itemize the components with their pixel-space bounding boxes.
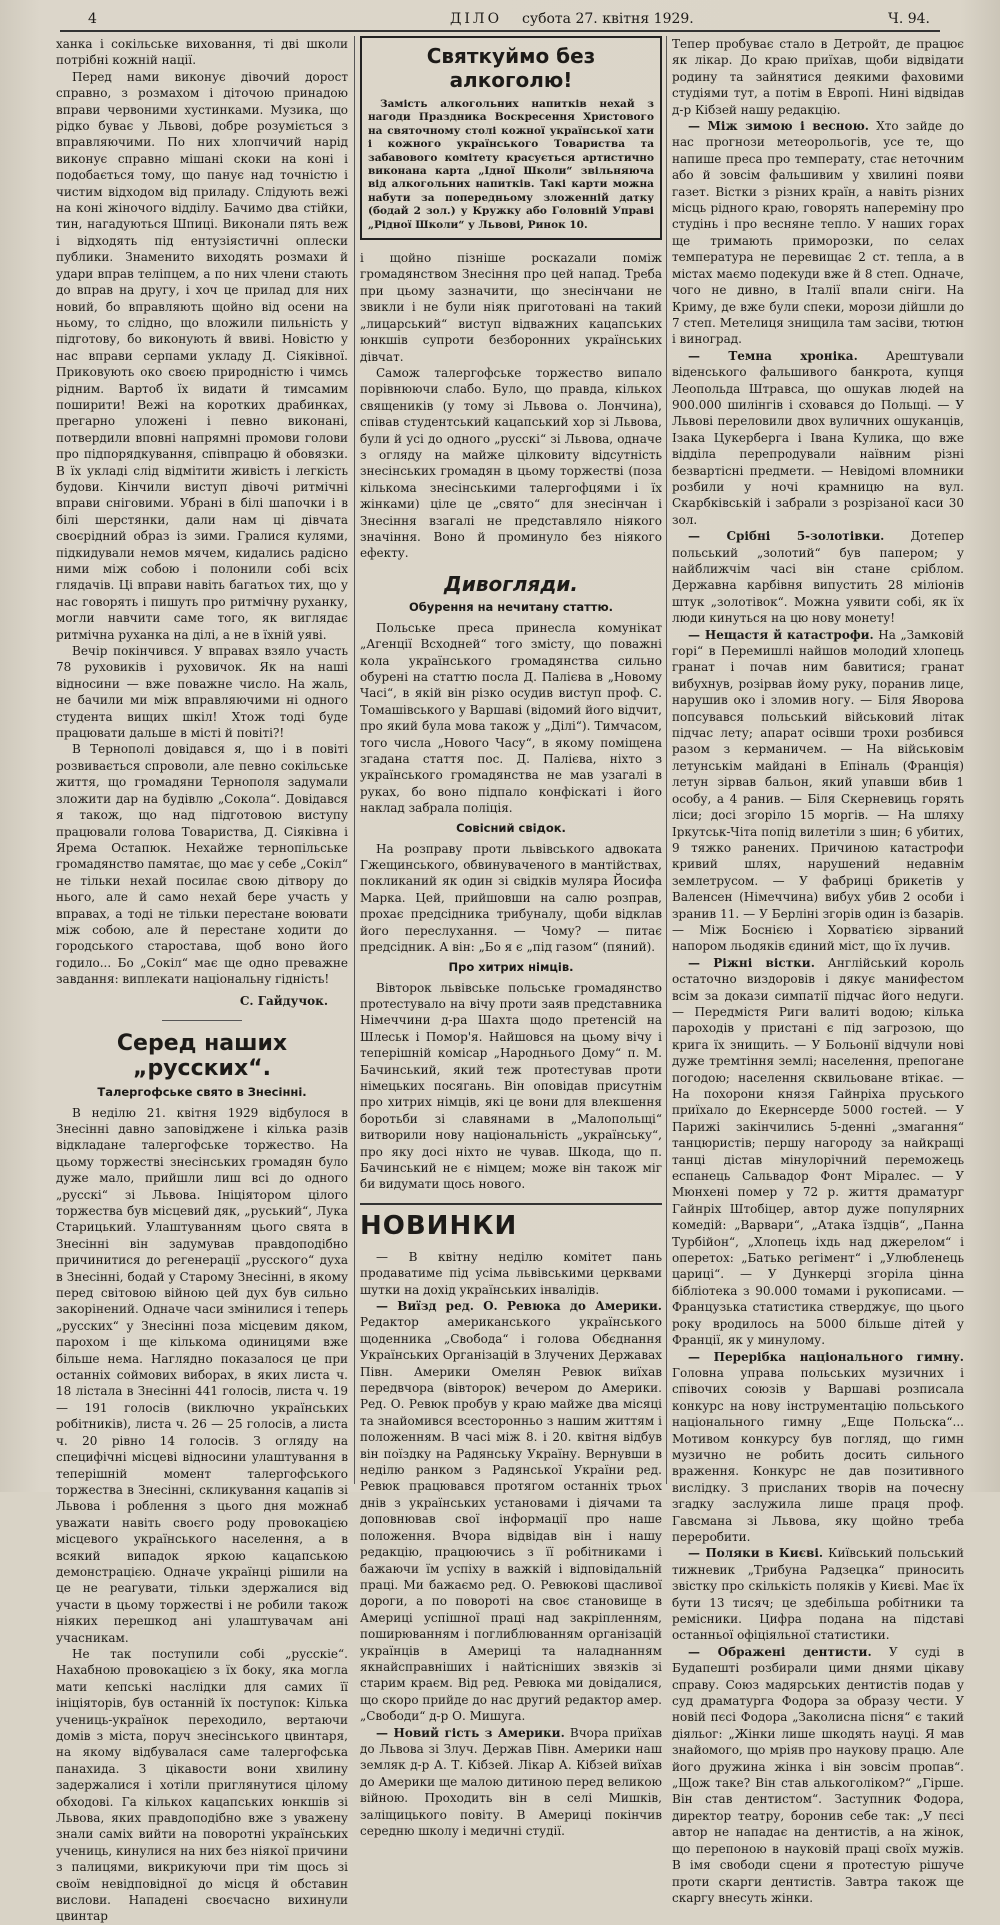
article-paragraph: На розправу проти львівського адвоката Гжещинського, обвинуваченого в мантійствах, покликаний як один зі свідків муляра Йосифа Марка. Цей, прийшовши на салю розправ, прохає предсідника трибуналу, щоби відклав його переслухання. — Чому? — питає предсідник. А він: „Бо я є „під газом“ (пяний). bbox=[360, 841, 662, 955]
subheadline-talerhof: Талергофське свято в Знесінні. bbox=[97, 1084, 307, 1099]
article-paragraph: Вівторок львівське польське громадянство протестувало на вічу проти заяв представника Німеччини д-ра Шахта щодо претенсій на Шлеськ і Помор'я. Найшовся на цьому вічу і теперішній комісар „Народнього Дому“ п. М. Бачинський, який теж протестував проти німецьких посягань. Він оповідав присутнім про хитрих німців, які це вони для влекшення боротьби зі славянами в „Малопольщі“ витворили нову національність „українську“, про яку досі ніхто не чував. Шкода, що п. Бачинський не є німцем; може він також міг би видумати щось нового. bbox=[360, 980, 662, 1192]
article-paragraph: Вечір покінчився. У вправах взяло участь 78 руховиків і руховичок. Як на наші відносини — вже поважне число. На жаль, не бачили ми між вправляючими ні одного студента вищих шкіл! Хтож тоді буде працювати дальше в місті й повіті?! bbox=[56, 644, 348, 741]
article-paragraph: і щойно пізніше роскazали поміж громадянством Знесіння про цей напад. Треба при цьому зазначити, що знесінчани не звикли і не були ніяк приготовані на такий „лицарський“ виступ відважних кацапських юнкшів супроти безборонних українських дівчат. bbox=[360, 251, 662, 364]
column-divider-1 bbox=[354, 36, 355, 1484]
news-item bbox=[672, 627, 964, 955]
news-lead: — Нещастя й катастрофи. bbox=[688, 627, 874, 642]
headline-svyatkuimo: Святкуймо без алкоголю! bbox=[426, 44, 596, 92]
news-body: Дотепер польський „золотий“ був папером; у найближчім часі він стане сріблом. Державна карбівня випустить 28 міліонів штук „золотівок“. Можна уявити собі, як їх люди кинуться на цю нову монету! bbox=[672, 529, 964, 626]
headline-sered-nashykh: Серед наших „русских“. bbox=[116, 1030, 288, 1081]
article-paragraph: Самож талергофське торжество випало порівнюючи слабо. Було, що правда, кількох священиків (у тому зі Львова о. Лончина), співав студентський кацапський хор зі Львова, були й усі до одного „русскі“ зі Львова, одначе з огляду на майже цілковиту відсутність знесінських громадян в цьому торжестві (поза кількома знесінськими талергофцями і їх жінками) ціле це „свято“ для знесінчан і Знесіння взагалі не представляло ніякого значіння. Воно й проминуло без ніякого ефекту. bbox=[360, 365, 662, 561]
column-1 bbox=[56, 36, 348, 1924]
column-divider-2 bbox=[666, 36, 667, 1484]
news-body: На „Замковій горі“ в Перемишлі найшов молодий хлопець гранат і почав ним бавитися; гранат вибухнув, розірвав йому руку, поранив лице, нарушив око і зломив ногу. — Біля Яворова попсувався польський військовий літак підчас лету; апарат осівши трохи розбився разом з керманичем. — На військовім летунськім майдані в Епіналь (Франція) летун зірвав бальон, який упавши вбив 1 особу, а 4 ранив. — Біля Скерневиць горять ліси; досі згоріло 15 моргів. — На шляху Іркутськ-Чіта попід вилетіли з шин; 6 убитих, 9 тяжко ранених. Причиною катастрофи кривий шлях, нарушений недавнім землетрусом. — У фабриці брикетів у Валенсен (Німеччина) вибух убив 2 особи і зранив 11. — У Берліні згорів один із базарів. — Між Боснією і Хорватією зірваний напором льодяків єдиний міст, що їх лучив. bbox=[672, 627, 964, 954]
news-item bbox=[360, 1298, 662, 1725]
news-item bbox=[672, 348, 964, 528]
headline-novynky: НОВИНКИ bbox=[360, 1210, 518, 1241]
article-separator bbox=[162, 1020, 242, 1021]
subheadline-oburennya: Обурення на нечитану статтю. bbox=[408, 599, 613, 614]
issue-date: субота 27. квітня 1929. bbox=[522, 11, 694, 27]
news-lead: — Між зимою і весною. bbox=[688, 119, 869, 134]
news-lead: — Новий гість з Америки. bbox=[376, 1725, 565, 1740]
news-lead: — Ріжні вістки. bbox=[688, 955, 815, 970]
news-lead: — Ображені дентисти. bbox=[688, 1644, 872, 1659]
news-lead: — Темна хроніка. bbox=[688, 348, 858, 363]
news-lead: — Перерібка національного гимну. bbox=[688, 1349, 964, 1364]
article-paragraph: Не так поступили собі „русскіе“. Нахабною провокацією з їх боку, яка могла мати кепські наслідки для самих її ініціяторів, був останній їх поступок: Кілька учениць-українок переходило, вертаючи домів з міста, поруч знесінського цвинтаря, на якому відбувалася саме талергофська панахида. З цікавости вони хвилину задержалися і хотіли приглянутися цілому обходові. Га кількох кацапських юнкшів зі Львова, яких правдоподібно вже з уважену знали саміх вийти на поворотні українських учениць, кинулися на них без ніякої причини з палицями, викрикуючи при тім щось зі своїм невідповідної до місця й обставин вислови. Нападені своєчасно вихинули цвинтар bbox=[56, 1646, 348, 1924]
section-rule bbox=[360, 1203, 662, 1205]
news-body: У суді в Будапешті розбирали цими днями цікаву справу. Союз мадярських дентистів подав у суд драматурга Фодора за образу чести. У новій пєсі Фодора „Заколисна пісня“ є такий діяльог: „Жінки лише шкодять науці. Я мав знайомого, що мріяв про наукову працю. Але його дружина жінка і він зовсім пропав“. „Щож таке? Він став алькоголіком?“ „Гірше. Він став дентистом“. Заступник Фодора, директор театру, боронив себе так: „У пєсі автор не нападає на дентистів, а на жінок, що перепоною в науковій праці своїх мужів. В імя свободи сцени я протестую рішуче проти скарги дентистів. Завтра також ще скаргу внесуть жінки. bbox=[672, 1644, 964, 1905]
headline-dyvohlyady: Дивогляди. bbox=[444, 571, 578, 596]
article-paragraph: ханка і сокільське виховання, ті дві школи потрібні кожній нації. bbox=[56, 37, 348, 68]
news-item bbox=[672, 955, 964, 1349]
news-item bbox=[360, 1725, 662, 1840]
subheadline-sovisnyi: Совісний свідок. bbox=[456, 820, 566, 835]
news-lead: — Срібні 5-золотівки. bbox=[688, 529, 885, 544]
news-item bbox=[672, 528, 964, 626]
news-body: Хто зайде до нас прогнози метеорольогів, усе те, що напише преса про температу, стає неточним або й зовсім фальшивим у хвилині появи газет. Вістки з різних країн, а навіть різних місць рідного краю, говорять напереміну про студінь і про весняне тепло. У наших горах ще тримають приморозки, по селах температура не перевищає 2 ст. тепла, а в містах маємо подекуди вже й 8 степ. Одначе, чого не дивно, в Італії впали сніги. На Криму, де вже були спеки, морози дійшли до 7 степ. Метелиця знищила там засіви, тютюн і виноград. bbox=[672, 119, 964, 347]
notice-box bbox=[360, 36, 662, 240]
page-marker: 4 bbox=[88, 11, 97, 27]
notice-text: Замість алкогольних напитків нехай з нагоди Праздника Воскресення Христового на святочному столі кожної української хати і кожного українського Товариства та забавового комітету красується артистично виконана карта „Ідної Школи“ звільняюча від алкогольних напитків. Такі карти можна набути за попередньому зложенній датку (бодай 2 зол.) у Кружку або Головній Управі „Рідної Школи“ у Львові, Ринок 10. bbox=[368, 98, 654, 231]
issue-number: Ч. 94. bbox=[888, 11, 930, 27]
column-2 bbox=[360, 36, 662, 1838]
news-item bbox=[672, 1545, 964, 1643]
subheadline-nimtsi: Про хитрих німців. bbox=[448, 959, 574, 974]
news-item bbox=[672, 1349, 964, 1546]
page-header bbox=[60, 8, 960, 32]
article-paragraph: Польське преса принесла комунікат „Агенції Всходней“ того змісту, що поважні кола українського громадянства сильно обурені на статтю посла Д. Палієва в „Новому Часі“, в якій він різко осудив виступ проф. С. Томашівського у Варшаві (відомий його відчит, про який була мова також у „Ділі“). Тимчасом, того числа „Нового Часу“, в якому поміщена згадана стаття пос. Д. Палієва, ніхто з українського громадянства не мав узагалі в руках, бо воно підпало конфіскаті і його наклад забрала поліція. bbox=[360, 620, 662, 816]
news-body: Редактор американського українського щоденника „Свобода“ і голова Обєднання Українських Організацій в Злучених Державах Півн. Америки Омелян Ревюк виїхав передвчора (вівторок) вечером до Америки. Ред. О. Ревюк пробув у краю майже два місяці та знайомився всесторонньо з нашим життям і положенням. В часі між 8. і 20. квітня відбув він поїздку на Радянську Україну. Вернувши в неділю ранком з Радянської України ред. Ревюк працювався протягом останніх трьох днів з українських установами і діячами та доповнював свої інформації про наше положення. Вчора відвідав він і нашу редакцію, працюючись з її робітниками і бажаючи їм успіху в важкій і відповідальній праці. Ми бажаємо ред. О. Ревюкові щасливої дороги, а по повороті на своє становище в Америці успішної праці над закріпленням, поширюванням і поглиблюванням організацій українців в Америці та наладнанням якнайсправніших і найтісніших звязків зі старим краєм. Від ред. Ревюка ми довідалися, що скоро прийде до нас другий редактор амер. „Свободи“ д-р О. Мишуга. bbox=[360, 1315, 662, 1724]
newspaper-title: ДІЛО bbox=[450, 11, 503, 27]
article-paragraph: В неділю 21. квітня 1929 відбулося в Знесінні давно заповіджене і кілька разів відкладане талергофське торжество. На цьому торжестві знесінських громадян було дуже мало, прийшли лиш всі до одного „русскі“ зі Львова. Ініціятором цілого торжества був місцевий дяк, „руський“, Лука Старицький. Улаштуванням цього свята в Знесінні він задумував правдоподібно причинитися до регенерації „русского“ духа в Знесінні, бодай у Старому Знесінні, в якому перед світовою війною цей дух був сильно закорінений. Одначе часи змінилися і теперь „русских“ у Знесінні поза місцевим дяком, парохом і ще кількома одиницями вже більше нема. Наглядно показалося це при останніх соймових виборах, в яких листа ч. 18 лістала в Знесінні 441 голосів, листа ч. 19 — 191 голосів (виключно українських робітників), листа ч. 26 — 25 голосів, а листа ч. 20 рівно 14 голосів. З огляду на специфічні місцеві відносини улаштування в теперішній момент талергофського торжества в Знесінні, скликування кацапів зі Львова і роблення з цього дня можнаб уважати навіть своєго роду провокацією місцевого українського населення, а в всякий випадок яркою кацапською демонстрацією. Одначе українці рішили на це не реагувати, тільки здержалися від участи в цьому торжестві і не робили також ніяких перешкод ані улаштувачам ані учасникам. bbox=[56, 1105, 348, 1645]
news-item bbox=[672, 1644, 964, 1907]
news-body: Арештували віденського фальшивого банкрота, купця Леопольда Штравса, що ошукав людей на 900.000 шилінгів і сховався до Польщі. — У Львові переловили двох вуличних ошуканців, Ізака Цукерберга і Івана Кулика, що вже відділа перепродували наївним різні безвартісні предмети. — Невідомі вломники розбили у ночі крамницю на вул. Скарбківській і забрали з розрізаної каси 30 зол. bbox=[672, 348, 964, 527]
news-lead: — Поляки в Києві. bbox=[688, 1546, 824, 1561]
news-item bbox=[672, 118, 964, 348]
news-body: Головна управа польських музичних і співочих союзів у Варшаві розписала конкурс на нову інструментацію польського національного гимну „Еще Польска“... Мотивом конкурсу був погляд, що гимн музично не робить досить сильного враження. Конкурс не дав позитивного вислідку. З присланих творів на почесну згадку заслужила лише праця проф. Гавсмана зі Львова, яку щойно треба переробити. bbox=[672, 1365, 964, 1544]
news-lead: — Виїзд ред. О. Ревюка до Америки. bbox=[376, 1299, 662, 1313]
news-item: — В квітну неділю комітет пань продаватиме під усіма львівськими церквами шутки на дохід українських інвалідів. bbox=[360, 1249, 662, 1297]
article-signature: С. Гайдучок. bbox=[239, 993, 328, 1008]
article-paragraph: Тепер пробуває стало в Детройт, де працює як лікар. До краю приїхав, щоби відвідати родину та зайнятися деякими фаховими студіями тут, а потім в Европі. Нині відвідав д-р Кібзей нашу редакцію. bbox=[672, 37, 964, 117]
news-body: Київський польський тижневик „Трибуна Радзецка“ приносить звістку про скількість поляків у Києві. Має їх бути 13 тисяч; це здебільша робітники та ремісники. Цифра подана на підставі останньої офіціяльної статистики. bbox=[672, 1546, 965, 1643]
column-3 bbox=[672, 36, 965, 1905]
header-rule bbox=[60, 30, 940, 32]
news-body: Англійський король остаточно виздоровів і дякує манифестом всім за докази симпатії підчас його недуги. — Передмістя Риги валиті водою; кілька пароходів у пристані є під загрозою, що крига їх знищить. — У Больонії відчули нові дуже тремтіння землі; населення, препогане погодою; населення сквильоване втікає. — На похорони князя Гайнріха пруського приїхало до Екернсерде 5000 гостей. — У Парижі закінчились 5-денні „змагання“ танцюристів; першу нагороду за найкращі танці дістав мінулорічний переможець еспанець Сальвадор Фонт Міралес. — У Мюнхені помер у 72 р. життя драматург Гайнріх Штобіцер, автор дуже популярних комедій: „Варвари“, „Атака їздців“, „Панна Турбійон“, „Хлопець іхдь над джерелом“ і оперетох: „Батько регімент“ і „Улюбленець цариці“. — У Дункерці згоріла цінна бібліотека з 90.000 томами і рукописами. — Французька статистика стверджує, що цього року вродилось на 5000 більше дітей у Франції, як у минулому. bbox=[672, 955, 964, 1348]
article-paragraph: В Тернополі довідався я, що і в повіті розвивається спроволи, але певно сокільське життя, що громадяни Тернополя задумали зложити дар на будівлю „Сокола“. Довідався я також, що над підготовою виступу працювали голова Товариства, Д. Сіяківна і Ярема Остапюк. Нехайже тернопільське громадянство памятає, що має у себе „Сокіл“ не тільки нехай посилає свою дітвору до нього, але й само нехай бере участь у вправах, а тоді не тільки перестане воювати між собою, але й перестане ходити до городського старостава, щоб воно його годило... Бо „Сокіл“ має ще одно преважне завдання: виплекати національну гідність! bbox=[56, 742, 348, 987]
news-body: Вчора приїхав до Львова зі Злуч. Держав Півн. Америки наш земляк д-р А. Т. Кібзей. Лікар А. Кібзей виїхав до Америки ще малою дитиною перед великою війною. Проходить він в селі Мишків, заліщицького повіту. В Америці покінчив середню школу і медичні студії. bbox=[360, 1725, 662, 1838]
article-paragraph: Перед нами виконує дівочий дорост справно, з розмахом і діточою принадою вправи червоними хустинками. Музика, що рідко буває у Львові, добре розуміється з вправляючими. По них хлопчичий нарід виконує справно мішані скоки на коні і подобається тому, що панує над точністю і чистим відходом від приладу. Слідують вежі на коні жіночого відділу. Бачимо два стійки, тин, нагадуються Шпиці. Виконали пять веж і відходять під ентузіястичні оплески публики. Знаменито виходять розмахи й удари вправ теліпцем, а по них члени стають до вправ на другу, і хоч це прилад для них новий, бо вправляють щойно від осени на ньому, то слідно, що вложили пильність у підготову, бо виконують й ввиві. Новістю у нас вправи серпами укладу Д. Сіяківної. Приковують око своєю природністю і чимсь рідним. Вартоб їх видати й тимсамим поширити! Вежі на коротких драбинках, прегарно уложені і певно виконані, потвердили вповні напрямні промови голови про підпорядкування, співпрацю й обовязки. В їх укладі слід відмітити живість і легкість будови. Кінчили виступ дівочі ритмічні вправи сніговими. Убрані в білі шапочки і в білі шерстянки, дали нам ці дівчата своєрідний образ із зими. Гралися кулями, підкидували немов мячем, кидались радісно ними між собою і полонили собі всіх глядачів. Ці вправи навіть багатьох тих, що у нас говорять і пишуть про ритмічну руханку, могли навчити саме того, як виглядає ритмічна руханка на ділі, а не в їхній уяві. bbox=[56, 69, 348, 642]
